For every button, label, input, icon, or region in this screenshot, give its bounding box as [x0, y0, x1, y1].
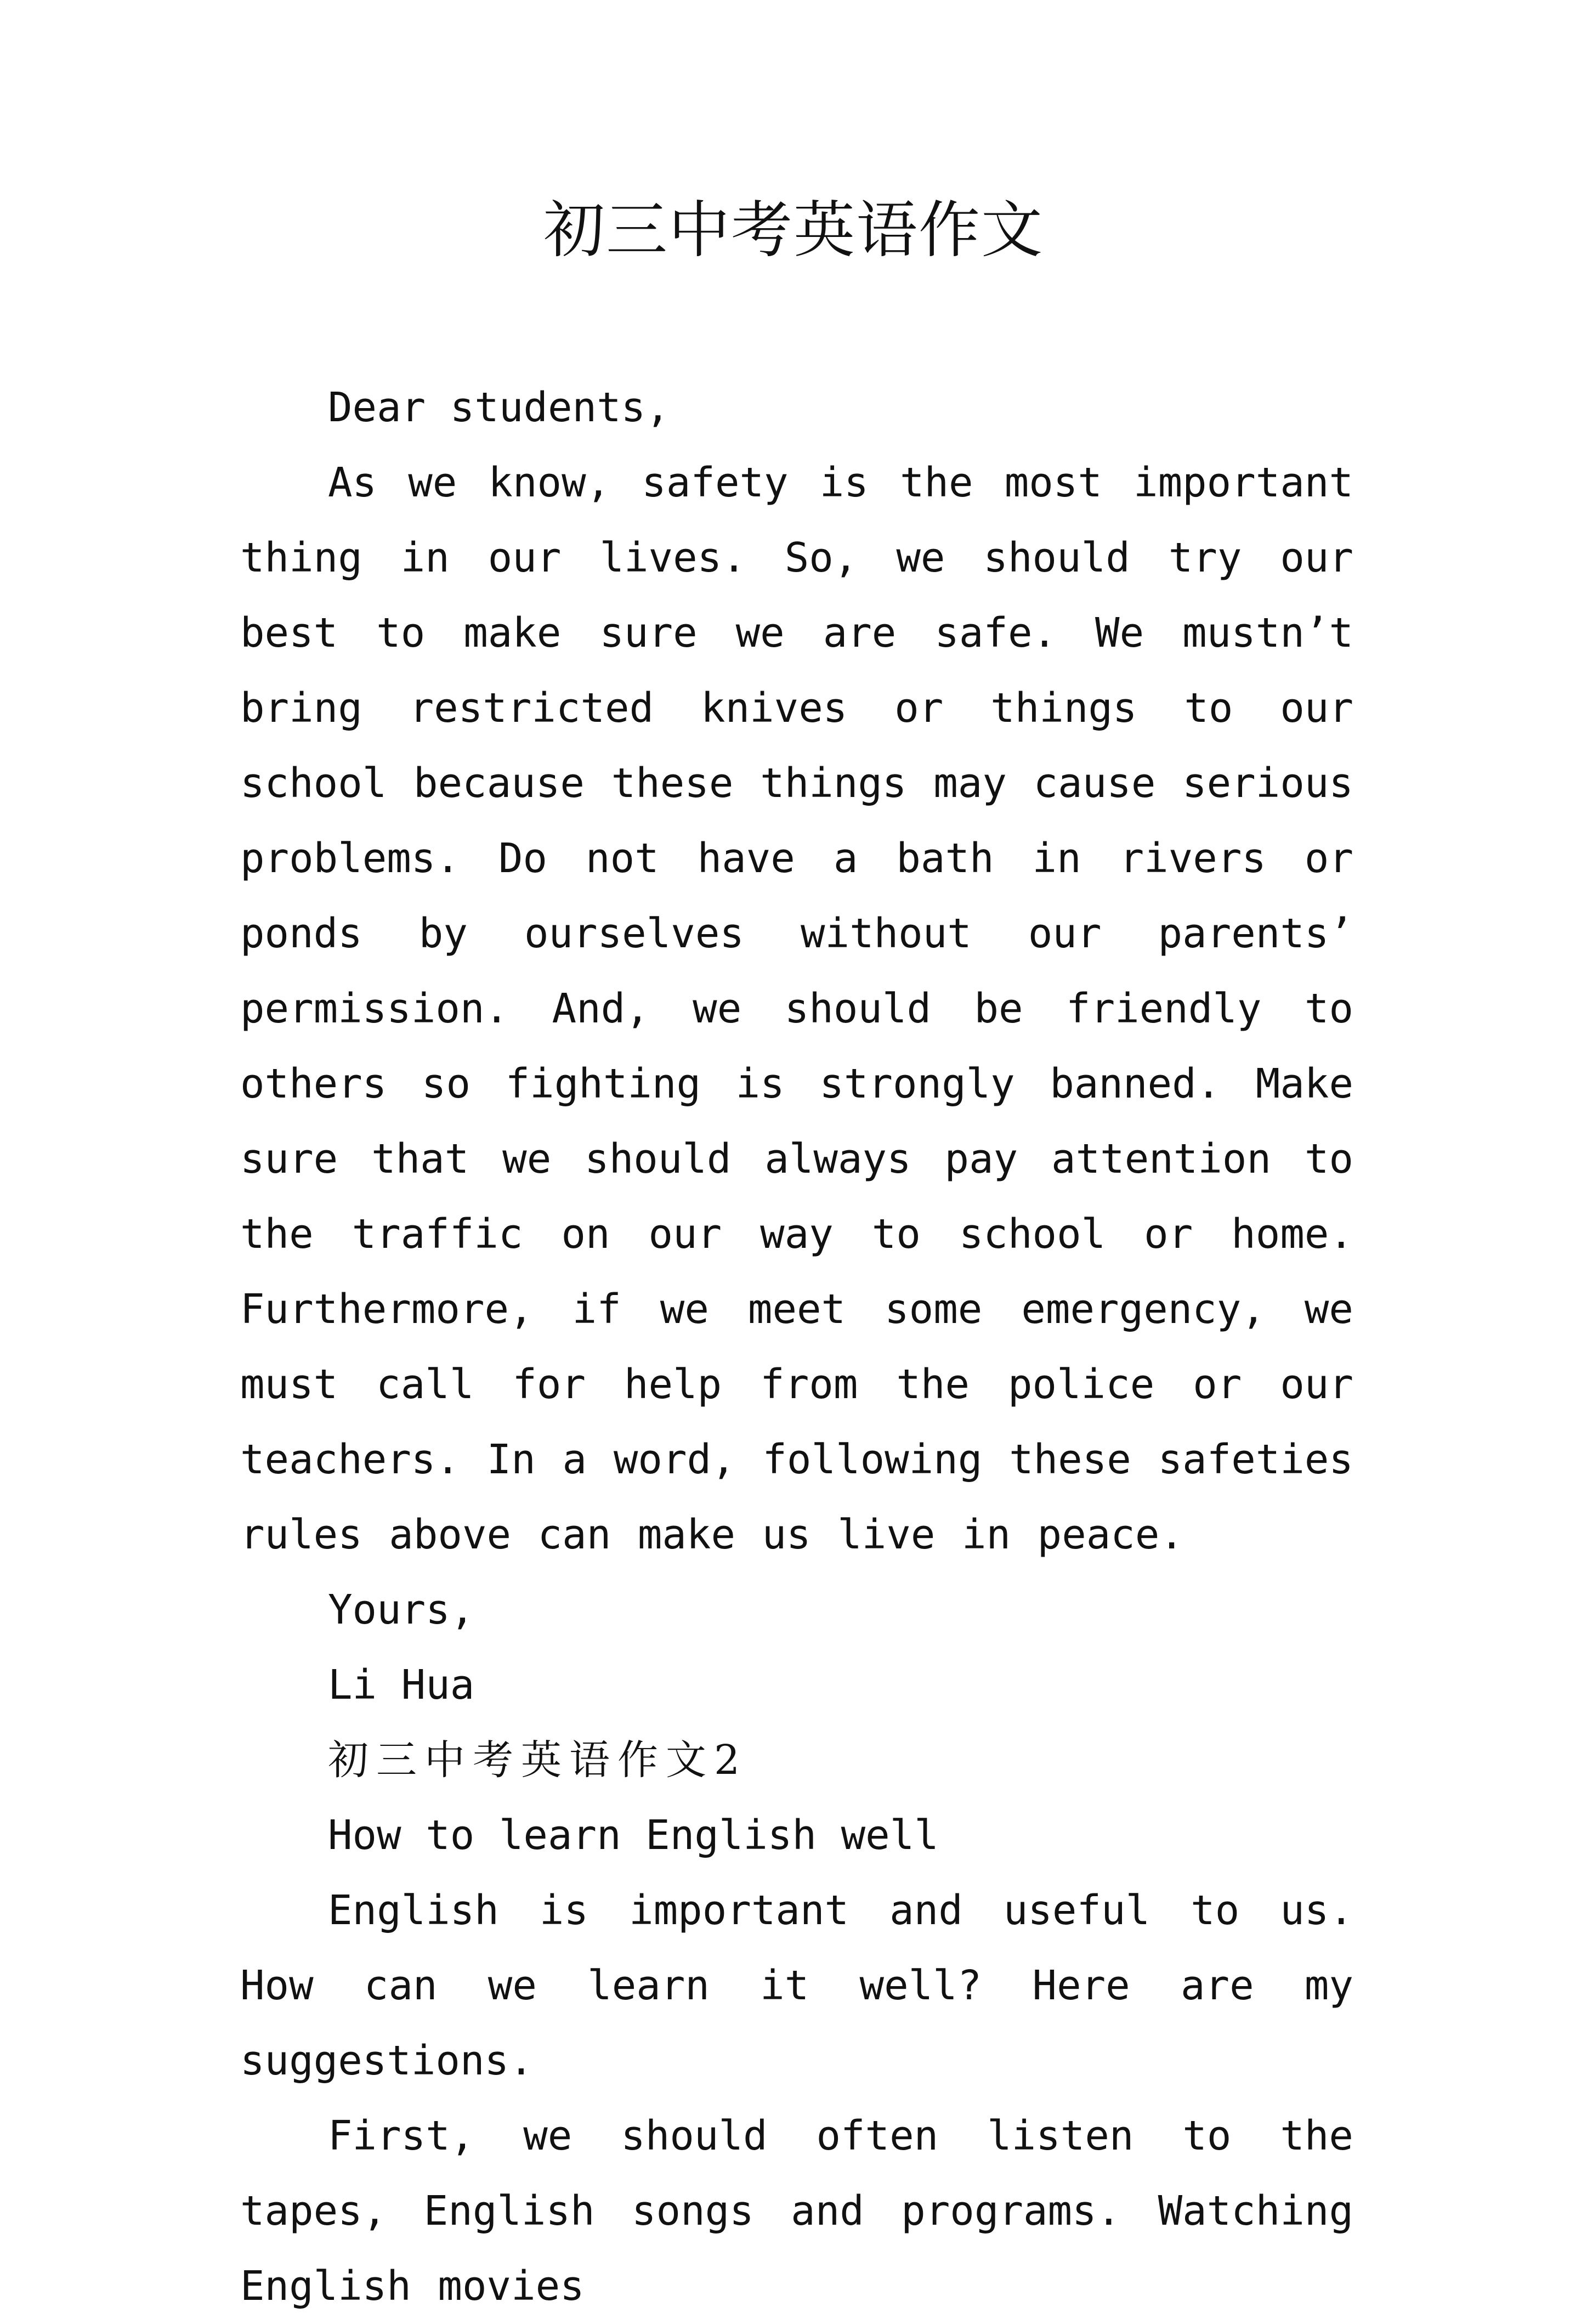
closing: Yours, [328, 1586, 475, 1633]
section-heading: 初三中考英语作文2 [328, 1737, 748, 1784]
document-title: 初三中考英语作文 [543, 195, 1044, 266]
signature: Li Hua [328, 1661, 475, 1709]
body-paragraph: As we know, safety is the most important thing in our lives. So, we should try our best to make sure we are safe. We mustn’t bring restricted knives or things to our school because these things may cause serious problems. Do not have a bath in rivers or ponds by ourselves without our parents’ permission. And, we should be friendly to others so fighting is strongly banned. Make sure that we should always pay attention to the traffic on our way to school or home. Furthermore, if we meet some emergency, we must call for help from the police or our teachers. In a word, following these safeties rules above can make us live in peace. [240, 459, 1353, 1558]
greeting: Dear students, [328, 384, 670, 431]
document-body [240, 370, 1353, 2324]
essay-title: How to learn English well [328, 1812, 939, 1859]
body-paragraph: First, we should often listen to the tapes, English songs and programs. Watching English movies [240, 2112, 1353, 2310]
body-paragraph: English is important and useful to us. How can we learn it well? Here are my suggestions. [240, 1887, 1353, 2084]
